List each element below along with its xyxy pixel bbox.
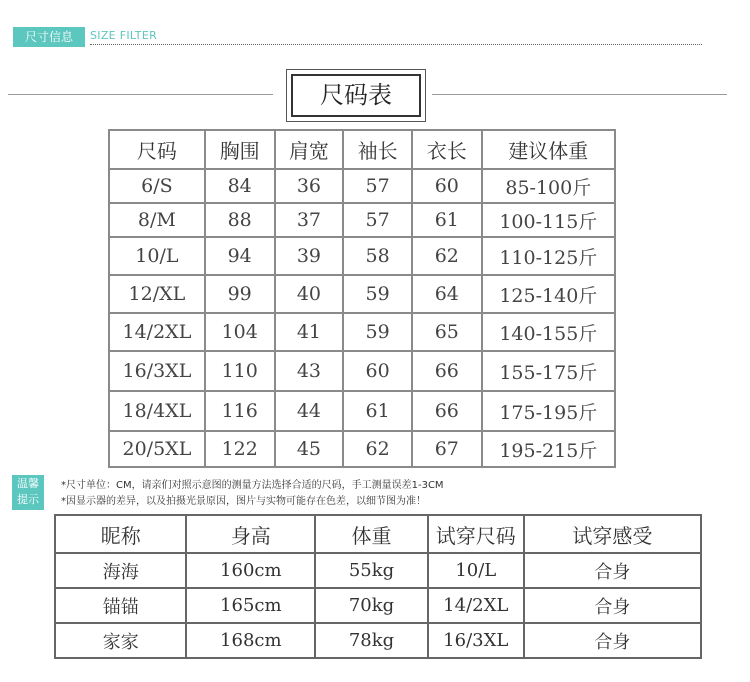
- table-row: [109, 275, 615, 313]
- table-cell: 海海: [55, 553, 186, 588]
- section-badge: 尺寸信息: [13, 27, 85, 47]
- table-cell: 168cm: [186, 623, 315, 658]
- column-header: 胸围: [205, 130, 275, 169]
- table-cell: 16/3XL: [428, 623, 524, 658]
- table-row: [109, 351, 615, 391]
- table-row: [109, 391, 615, 431]
- table-cell: 110-125斤: [482, 237, 615, 275]
- table-cell: 10/L: [109, 237, 205, 275]
- table-cell: 45: [275, 431, 344, 467]
- table-header-row: [55, 515, 701, 553]
- table-cell: 160cm: [186, 553, 315, 588]
- column-header: 衣长: [412, 130, 482, 169]
- table-cell: 67: [412, 431, 482, 467]
- table-cell: 175-195斤: [482, 391, 615, 431]
- column-header: 体重: [315, 515, 428, 553]
- table-cell: 140-155斤: [482, 313, 615, 351]
- table-cell: 62: [412, 237, 482, 275]
- table-cell: 锚锚: [55, 588, 186, 623]
- table-row: [109, 237, 615, 275]
- table-row: [109, 431, 615, 467]
- table-cell: 60: [412, 169, 482, 203]
- table-cell: 18/4XL: [109, 391, 205, 431]
- table-cell: 57: [343, 203, 412, 237]
- table-cell: 70kg: [315, 588, 428, 623]
- note-line-1: *尺寸单位：CM，请亲们对照示意图的测量方法选择合适的尺码，手工测量误差1-3CM: [61, 480, 444, 491]
- table-cell: 55kg: [315, 553, 428, 588]
- section-english-label: SIZE FILTER: [90, 29, 158, 42]
- column-header: 建议体重: [482, 130, 615, 169]
- table-cell: 36: [275, 169, 344, 203]
- column-header: 试穿尺码: [428, 515, 524, 553]
- column-header: 试穿感受: [524, 515, 701, 553]
- table-cell: 65: [412, 313, 482, 351]
- table-cell: 41: [275, 313, 344, 351]
- header-divider: [90, 44, 702, 45]
- table-cell: 62: [343, 431, 412, 467]
- table-cell: 94: [205, 237, 275, 275]
- table-cell: 195-215斤: [482, 431, 615, 467]
- table-cell: 88: [205, 203, 275, 237]
- table-cell: 家家: [55, 623, 186, 658]
- table-row: [109, 203, 615, 237]
- table-cell: 64: [412, 275, 482, 313]
- table-row: [55, 623, 701, 658]
- size-chart-table: [108, 129, 616, 468]
- table-cell: 37: [275, 203, 344, 237]
- table-cell: 100-115斤: [482, 203, 615, 237]
- table-cell: 59: [343, 275, 412, 313]
- note-line-2: *因显示器的差异，以及拍摄光景原因，图片与实物可能存在色差，以细节图为准！: [61, 496, 426, 507]
- table-cell: 125-140斤: [482, 275, 615, 313]
- column-header: 昵称: [55, 515, 186, 553]
- table-cell: 10/L: [428, 553, 524, 588]
- column-header: 袖长: [343, 130, 412, 169]
- table-header-row: [109, 130, 615, 169]
- trial-fit-table: [54, 514, 702, 659]
- table-cell: 84: [205, 169, 275, 203]
- tips-badge-line1: 温馨: [17, 477, 39, 490]
- table-cell: 合身: [524, 553, 701, 588]
- table-cell: 60: [343, 351, 412, 391]
- table-cell: 40: [275, 275, 344, 313]
- page-title: 尺码表: [291, 74, 421, 117]
- table-cell: 14/2XL: [109, 313, 205, 351]
- table-cell: 57: [343, 169, 412, 203]
- column-header: 身高: [186, 515, 315, 553]
- table-cell: 122: [205, 431, 275, 467]
- table-cell: 44: [275, 391, 344, 431]
- table-cell: 66: [412, 391, 482, 431]
- table-cell: 104: [205, 313, 275, 351]
- table-cell: 14/2XL: [428, 588, 524, 623]
- column-header: 肩宽: [275, 130, 344, 169]
- table-row: [109, 313, 615, 351]
- table-row: [109, 169, 615, 203]
- column-header: 尺码: [109, 130, 205, 169]
- table-cell: 78kg: [315, 623, 428, 658]
- table-cell: 20/5XL: [109, 431, 205, 467]
- table-cell: 59: [343, 313, 412, 351]
- table-cell: 12/XL: [109, 275, 205, 313]
- table-cell: 61: [412, 203, 482, 237]
- table-cell: 合身: [524, 623, 701, 658]
- table-cell: 165cm: [186, 588, 315, 623]
- table-cell: 43: [275, 351, 344, 391]
- table-cell: 16/3XL: [109, 351, 205, 391]
- tips-badge-line2: 提示: [17, 493, 39, 506]
- table-cell: 116: [205, 391, 275, 431]
- tips-badge: [12, 475, 44, 510]
- table-cell: 85-100斤: [482, 169, 615, 203]
- table-cell: 66: [412, 351, 482, 391]
- table-cell: 110: [205, 351, 275, 391]
- table-cell: 8/M: [109, 203, 205, 237]
- table-cell: 6/S: [109, 169, 205, 203]
- table-cell: 39: [275, 237, 344, 275]
- table-cell: 合身: [524, 588, 701, 623]
- table-cell: 155-175斤: [482, 351, 615, 391]
- table-cell: 58: [343, 237, 412, 275]
- title-rule-right: [432, 94, 727, 95]
- table-row: [55, 588, 701, 623]
- title-rule-left: [8, 94, 273, 95]
- table-cell: 61: [343, 391, 412, 431]
- table-row: [55, 553, 701, 588]
- title-frame: [286, 69, 426, 122]
- table-cell: 99: [205, 275, 275, 313]
